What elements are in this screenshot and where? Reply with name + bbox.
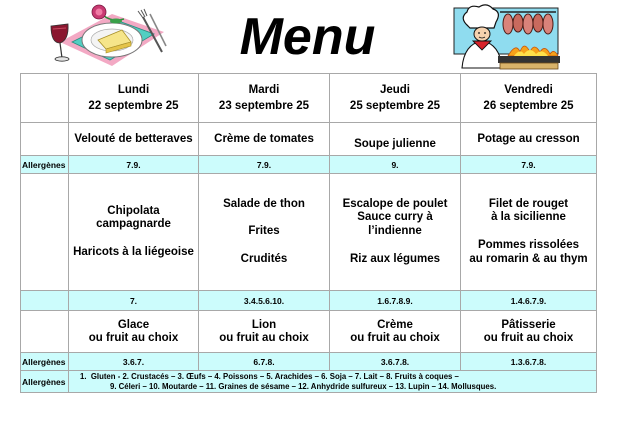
day-header-friday bbox=[461, 74, 597, 123]
dessert-row bbox=[21, 311, 597, 353]
dessert-alt: ou fruit au choix bbox=[88, 331, 179, 344]
dessert-cell bbox=[330, 311, 461, 353]
allergen-codes: 9. bbox=[330, 156, 461, 174]
day-name: Vendredi bbox=[504, 84, 553, 96]
dessert-cell bbox=[461, 311, 597, 353]
day-date: 23 septembre 25 bbox=[218, 100, 310, 112]
allergen-codes: 3.6.7. bbox=[69, 353, 199, 371]
row-label-empty bbox=[21, 123, 69, 156]
allergen-legend bbox=[69, 371, 597, 393]
table-setting-clipart bbox=[46, 2, 168, 70]
row-label-empty bbox=[21, 291, 69, 311]
allergen-codes: 7. bbox=[69, 291, 199, 311]
main-course-row bbox=[21, 174, 597, 291]
dish-group bbox=[332, 198, 458, 239]
dish-group bbox=[201, 253, 327, 267]
row-label-empty bbox=[21, 174, 69, 291]
day-header-monday bbox=[69, 74, 199, 123]
header-row bbox=[21, 74, 597, 123]
dessert-name: Pâtisserie bbox=[501, 318, 556, 331]
dish-line: l’indienne bbox=[368, 225, 422, 238]
legend-line-1: 1. Gluten - 2. Crustacés – 3. Œufs – 4. Poissons – 5. Arachides – 6. Soja – 7. Lait – 8. Fruits à coques – bbox=[80, 371, 459, 381]
chef-clipart bbox=[450, 2, 562, 72]
dish-line: Salade de thon bbox=[223, 197, 305, 210]
soup-allergen-row bbox=[21, 156, 597, 174]
hanging-meats-icon bbox=[500, 12, 556, 34]
dessert-alt: ou fruit au choix bbox=[219, 331, 309, 344]
dish-group bbox=[201, 198, 327, 212]
main-course-cell bbox=[461, 174, 597, 291]
dish-group bbox=[463, 239, 594, 267]
dessert-name: Glace bbox=[117, 318, 150, 331]
plate-icon bbox=[82, 23, 142, 57]
dessert-alt: ou fruit au choix bbox=[350, 331, 440, 344]
legend-line-2: 9. Céleri – 10. Moutarde – 11. Graines de sésame – 12. Anhydride sulfureux – 13. Lupin – 14. Mollusques. bbox=[110, 381, 497, 391]
allergen-codes: 1.6.7.8.9. bbox=[330, 291, 461, 311]
day-date: 25 septembre 25 bbox=[349, 100, 441, 112]
main-course-cell bbox=[69, 174, 199, 291]
corner-cell bbox=[21, 74, 69, 123]
row-label-empty bbox=[21, 311, 69, 353]
dessert-cell bbox=[69, 311, 199, 353]
page-title: Menu bbox=[239, 8, 376, 66]
day-header-thursday bbox=[330, 74, 461, 123]
day-header-tuesday bbox=[199, 74, 330, 123]
dish-line: Haricots à la liégeoise bbox=[73, 245, 194, 258]
day-name: Jeudi bbox=[379, 84, 411, 96]
dish-line: au romarin & au thym bbox=[469, 252, 588, 265]
dish-line: Riz aux légumes bbox=[349, 252, 441, 265]
dish-group bbox=[332, 253, 458, 267]
chef-face-icon bbox=[474, 27, 490, 41]
dish-line: Escalope de poulet bbox=[342, 197, 448, 210]
allergen-codes: 1.3.6.7.8. bbox=[461, 353, 597, 371]
soup-cell: Crème de tomates bbox=[199, 123, 330, 156]
main-course-cell bbox=[199, 174, 330, 291]
dish-group bbox=[201, 225, 327, 239]
dish-line: Crudités bbox=[240, 252, 288, 265]
day-date: 26 septembre 25 bbox=[483, 100, 574, 112]
day-name: Lundi bbox=[117, 84, 150, 96]
dessert-name: Crème bbox=[377, 318, 413, 331]
allergen-label: Allergènes bbox=[21, 353, 69, 371]
allergen-legend-row bbox=[21, 371, 597, 393]
allergen-codes: 6.7.8. bbox=[199, 353, 330, 371]
allergen-label: Allergènes bbox=[21, 156, 69, 174]
dish-group bbox=[71, 205, 196, 233]
dish-line: Chipolata bbox=[107, 204, 160, 217]
allergen-codes: 1.4.6.7.9. bbox=[461, 291, 597, 311]
dish-line: campagnarde bbox=[96, 218, 171, 231]
dish-line: Pommes rissolées bbox=[477, 238, 579, 251]
dish-line: Frites bbox=[248, 225, 280, 238]
allergen-codes: 3.6.7.8. bbox=[330, 353, 461, 371]
menu-table bbox=[20, 73, 597, 393]
dish-line: Sauce curry à bbox=[357, 211, 433, 224]
day-date: 22 septembre 25 bbox=[88, 100, 179, 112]
dessert-name: Lion bbox=[251, 318, 277, 331]
soup-cell: Soupe julienne bbox=[330, 123, 461, 156]
allergen-codes: 7.9. bbox=[69, 156, 199, 174]
day-name: Mardi bbox=[248, 84, 280, 96]
allergen-label: Allergènes bbox=[21, 371, 69, 393]
dessert-alt: ou fruit au choix bbox=[483, 331, 574, 344]
soup-cell: Velouté de betteraves bbox=[69, 123, 199, 156]
dish-line: à la sicilienne bbox=[491, 211, 566, 224]
main-course-cell bbox=[330, 174, 461, 291]
main-allergen-row bbox=[21, 291, 597, 311]
soup-row bbox=[21, 123, 597, 156]
allergen-codes: 7.9. bbox=[199, 156, 330, 174]
soup-cell: Potage au cresson bbox=[461, 123, 597, 156]
dish-group bbox=[71, 246, 196, 260]
allergen-codes: 7.9. bbox=[461, 156, 597, 174]
dish-group bbox=[463, 198, 594, 226]
dessert-cell bbox=[199, 311, 330, 353]
dessert-allergen-row bbox=[21, 353, 597, 371]
chef-hat-icon bbox=[463, 5, 498, 28]
dish-line: Filet de rouget bbox=[488, 197, 569, 210]
allergen-codes: 3.4.5.6.10. bbox=[199, 291, 330, 311]
